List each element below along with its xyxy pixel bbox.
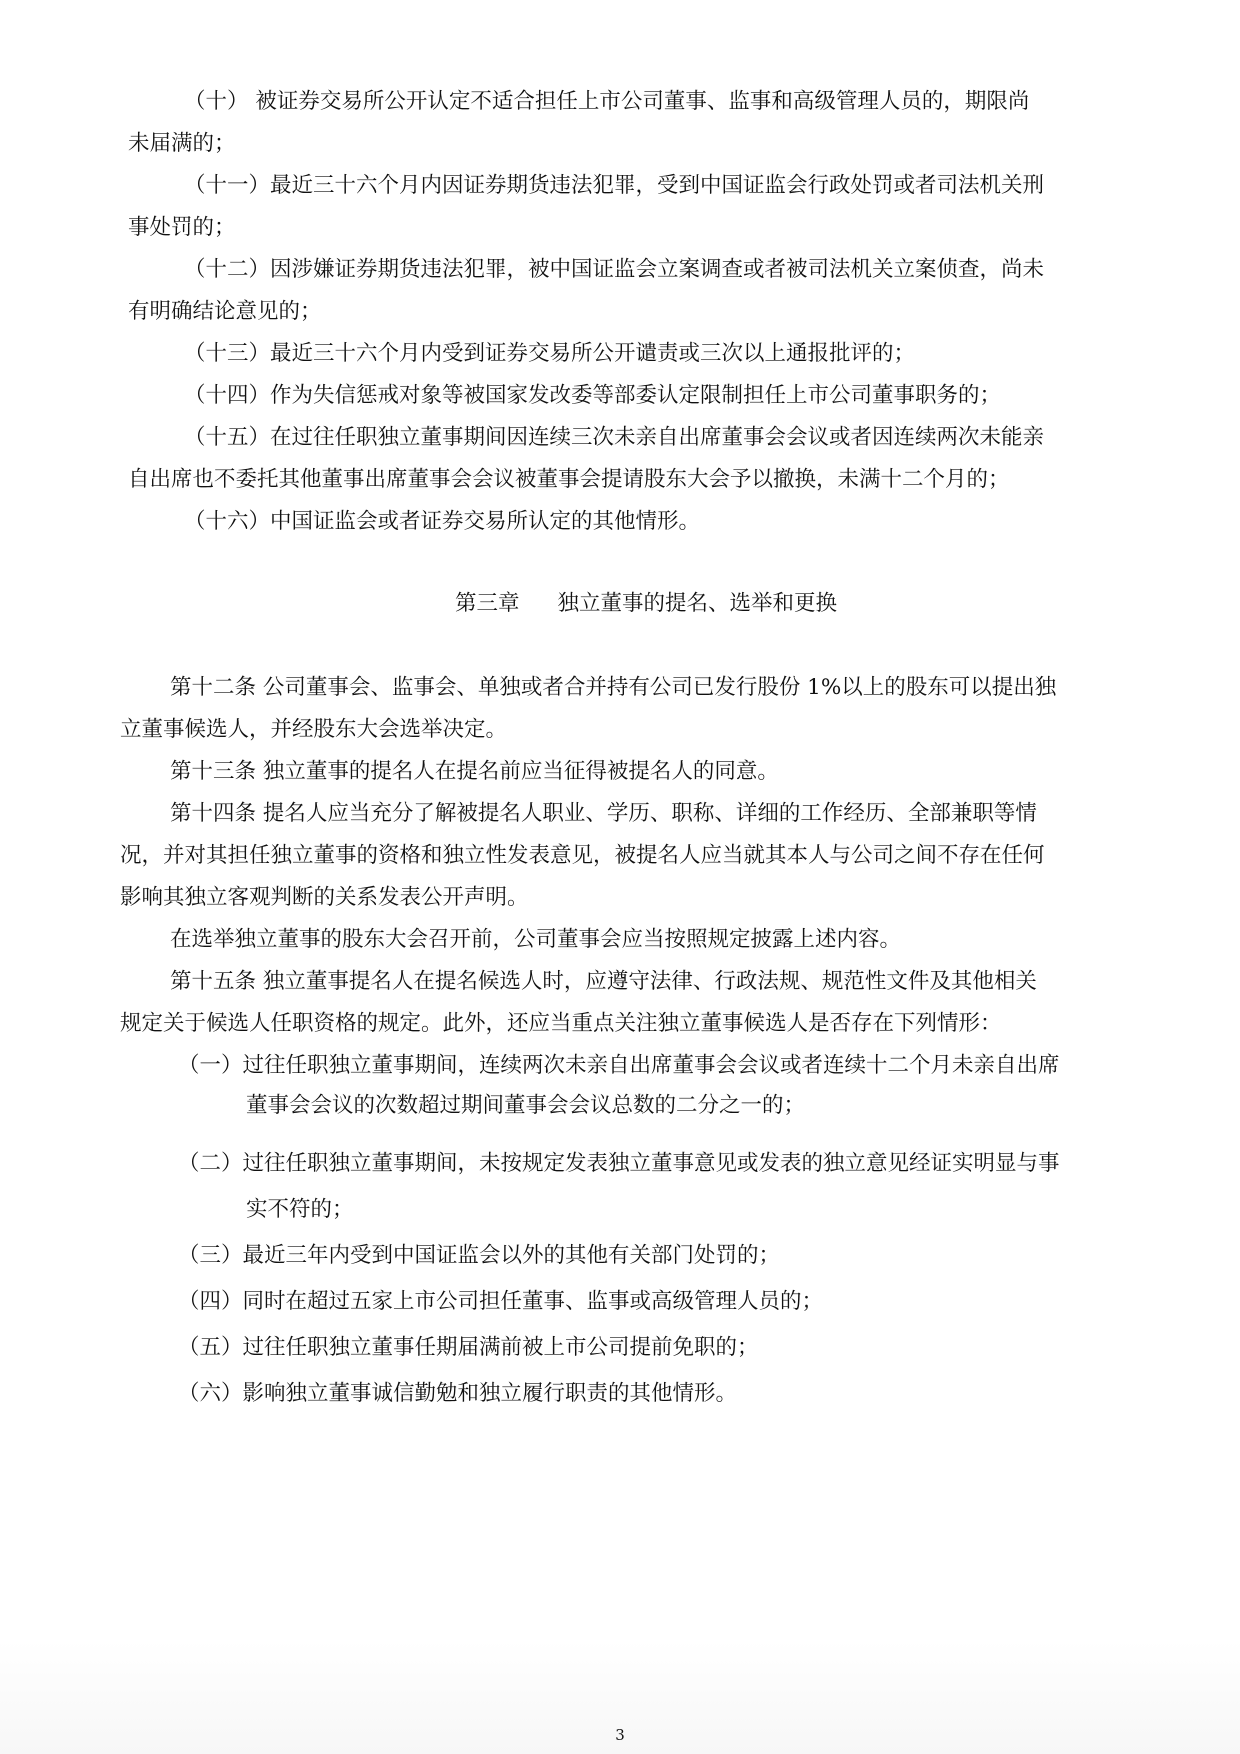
page-number: 3 (615, 1726, 625, 1744)
chapter-heading (455, 590, 837, 618)
article-14-line-3: 影响其独立客观判断的关系发表公开声明。 (120, 885, 529, 910)
article-15-item-1-line-1: （一）过往任职独立董事期间，连续两次未亲自出席董事会会议或者连续十二个月未亲自出席 (178, 1053, 1060, 1078)
clause-item-12-line-1: （十二）因涉嫌证券期货违法犯罪，被中国证监会立案调查或者被司法机关立案侦查，尚未 (184, 257, 1045, 282)
article-15-item-4: （四）同时在超过五家上市公司担任董事、监事或高级管理人员的； (178, 1289, 824, 1314)
article-14-line-2: 况，并对其担任独立董事的资格和独立性发表意见，被提名人应当就其本人与公司之间不存在任何 (120, 843, 1045, 868)
clause-item-16: （十六）中国证监会或者证券交易所认定的其他情形。 (184, 509, 701, 534)
article-15-line-2: 规定关于候选人任职资格的规定。此外，还应当重点关注独立董事候选人是否存在下列情形： (120, 1011, 1002, 1036)
article-12-line-1: 第十二条 公司董事会、监事会、单独或者合并持有公司已发行股份 1%以上的股东可以提出独 (170, 675, 1057, 700)
clause-item-11-line-2: 事处罚的； (128, 215, 236, 240)
article-13: 第十三条 独立董事的提名人在提名前应当征得被提名人的同意。 (170, 759, 779, 784)
clause-item-12-line-2: 有明确结论意见的； (128, 299, 322, 324)
chapter-number: 第三章 (455, 591, 520, 616)
clause-item-10-line-2: 未届满的； (128, 131, 236, 156)
article-15-item-3: （三）最近三年内受到中国证监会以外的其他有关部门处罚的； (178, 1243, 781, 1268)
article-15-item-5: （五）过往任职独立董事任期届满前被上市公司提前免职的； (178, 1335, 759, 1360)
clause-item-15-line-2: 自出席也不委托其他董事出席董事会会议被董事会提请股东大会予以撤换，未满十二个月的； (128, 467, 1010, 492)
article-12-line-2: 立董事候选人，并经股东大会选举决定。 (120, 717, 508, 742)
article-14-line-1: 第十四条 提名人应当充分了解被提名人职业、学历、职称、详细的工作经历、全部兼职等情 (170, 801, 1037, 826)
article-15-line-1: 第十五条 独立董事提名人在提名候选人时，应遵守法律、行政法规、规范性文件及其他相关 (170, 969, 1037, 994)
clause-item-11-line-1: （十一）最近三十六个月内因证券期货违法犯罪，受到中国证监会行政处罚或者司法机关刑 (184, 173, 1045, 198)
clause-item-10-line-1: （十） 被证券交易所公开认定不适合担任上市公司董事、监事和高级管理人员的，期限尚 (184, 89, 1030, 114)
article-15-item-2-line-1: （二）过往任职独立董事期间，未按规定发表独立董事意见或发表的独立意见经证实明显与事 (178, 1151, 1060, 1176)
article-14-paragraph-2: 在选举独立董事的股东大会召开前，公司董事会应当按照规定披露上述内容。 (170, 927, 902, 952)
clause-item-15-line-1: （十五）在过往任职独立董事期间因连续三次未亲自出席董事会会议或者因连续两次未能亲 (184, 425, 1045, 450)
clause-item-14: （十四）作为失信惩戒对象等被国家发改委等部委认定限制担任上市公司董事职务的； (184, 383, 1002, 408)
article-15-item-6: （六）影响独立董事诚信勤勉和独立履行职责的其他情形。 (178, 1381, 738, 1406)
clause-item-13: （十三）最近三十六个月内受到证券交易所公开谴责或三次以上通报批评的； (184, 341, 916, 366)
chapter-title: 独立董事的提名、选举和更换 (557, 591, 838, 616)
article-15-item-2-line-2: 实不符的； (246, 1197, 354, 1222)
article-15-item-1-line-2: 董事会会议的次数超过期间董事会会议总数的二分之一的； (246, 1093, 806, 1118)
